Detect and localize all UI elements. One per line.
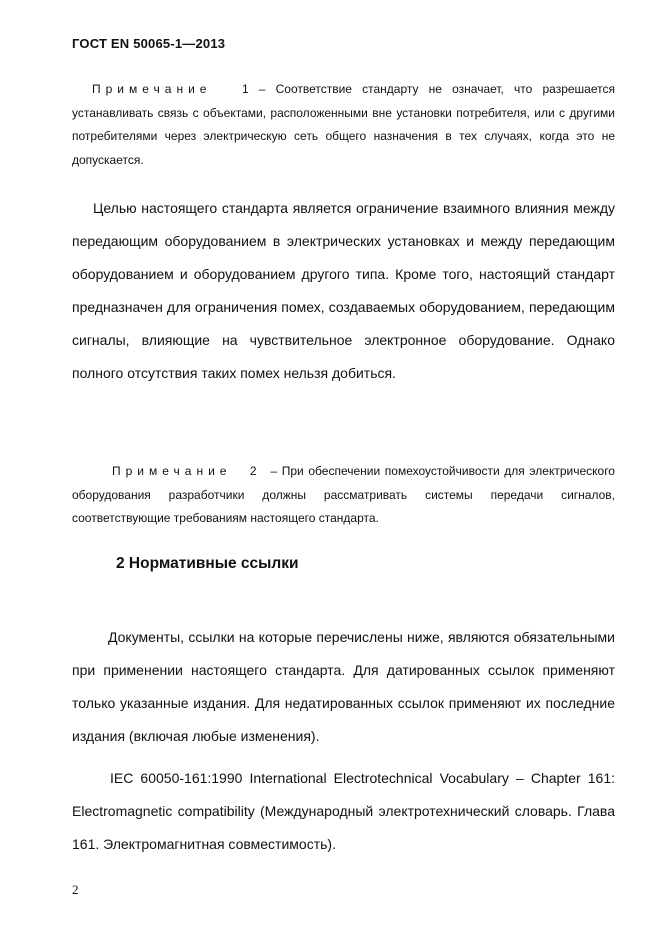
references-intro xyxy=(72,621,615,753)
references-intro-text: Документы, ссылки на которые перечислены ниже, являются обязательными при применении настоящего стандарта. Для датированных ссылок применяют только указанные издания. Для недатированных ссылок применяют их последние издания (включая любые изменения). xyxy=(72,629,615,744)
page-number: 2 xyxy=(72,882,79,897)
reference-item-text: IEC 60050-161:1990 International Electrotechnical Vocabulary – Chapter 161: Electromagnetic compatibility (Международный электротехнический словарь. Глава 161. Электромагнитная совместимость). xyxy=(72,770,615,852)
note-2 xyxy=(72,460,615,531)
reference-item xyxy=(72,762,615,861)
note-1-label: Примечание xyxy=(92,82,212,96)
document-header: ГОСТ EN 50065-1—2013 xyxy=(72,36,226,51)
note-2-text: – При обеспечении помехоустойчивости для электрического оборудования разработчики должны рассматривать системы передачи сигналов, соответствующие требованиям настоящего стандарта. xyxy=(72,464,615,525)
note-2-label: Примечание xyxy=(112,464,232,478)
note-1 xyxy=(72,78,615,172)
note-2-number: 2 xyxy=(249,464,257,478)
note-1-number: 1 xyxy=(241,82,249,96)
note-1-text: – Соответствие стандарту не означает, что разрешается устанавливать связь с объектами, расположенными вне установки потребителя, или с другими потребителями через электрическую сеть общего назначения в тех случаях, когда это не допускается. xyxy=(72,82,615,167)
intro-paragraph xyxy=(72,192,615,390)
intro-paragraph-text: Целью настоящего стандарта является ограничение взаимного влияния между передающим оборудованием в электрических установках и между передающим оборудованием и оборудованием другого типа. Кроме того, настоящий стандарт предназначен для ограничения помех, создаваемых оборудованием, передающим сигналы, влияющие на чувствительное электронное оборудование. Однако полного отсутствия таких помех нельзя добиться. xyxy=(72,200,615,381)
section-heading: 2 Нормативные ссылки xyxy=(116,555,299,572)
